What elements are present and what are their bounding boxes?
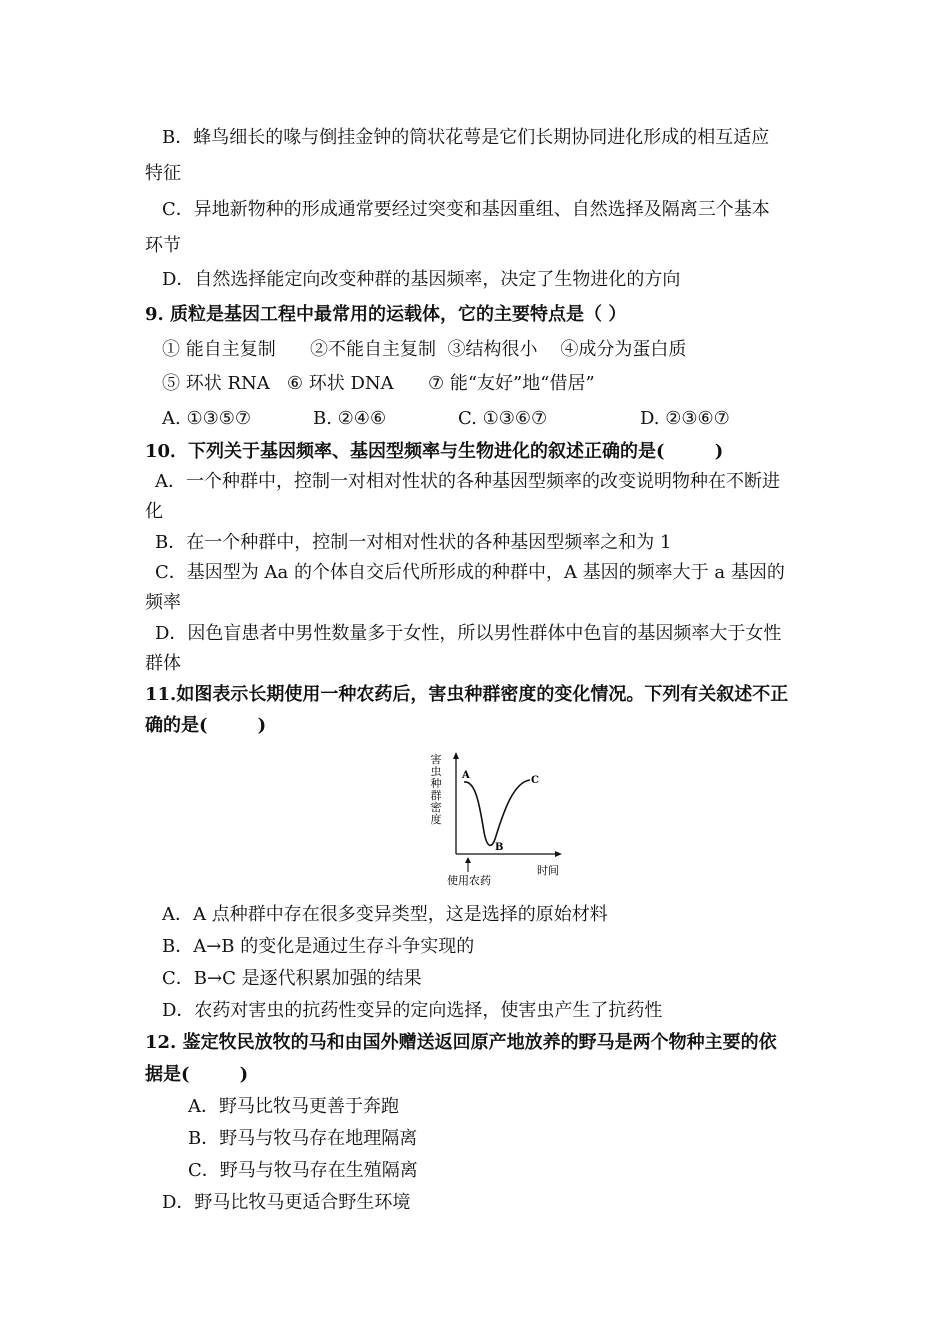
- q10-stem: 10．下列关于基因频率、基因型频率与生物进化的叙述正确的是( ): [145, 441, 724, 462]
- y-label-char-2: 虫: [430, 765, 442, 778]
- q9-items-row1: ① 能自主复制 ②不能自主复制 ③结构很小 ④成分为蛋白质: [162, 339, 687, 360]
- y-label-char-4: 群: [430, 789, 442, 802]
- q10-option-a-line1: A．一个种群中，控制一对相对性状的各种基因型频率的改变说明物种在不断进: [155, 471, 780, 492]
- q10-option-c-line1: C．基因型为 Aa 的个体自交后代所形成的种群中，A 基因的频率大于 a 基因的: [155, 562, 785, 583]
- q10-option-d-line2: 群体: [145, 653, 181, 674]
- q12-option-b: B．野马与牧马存在地理隔离: [188, 1128, 418, 1149]
- q9-option-a: A. ①③⑤⑦: [162, 408, 251, 429]
- q10-option-c-line2: 频率: [145, 592, 181, 613]
- x-axis-label: 时间: [537, 864, 559, 877]
- q9-option-d: D. ②③⑥⑦: [640, 408, 730, 429]
- q11-option-d: D．农药对害虫的抗药性变异的定向选择，使害虫产生了抗药性: [162, 1000, 663, 1021]
- q9-option-b: B. ②④⑥: [313, 408, 387, 429]
- q11-stem-line1: 11.如图表示长期使用一种农药后，害虫种群密度的变化情况。下列有关叙述不正: [145, 684, 789, 705]
- pesticide-marker-arrow-head: [465, 857, 471, 863]
- y-axis-arrow: [453, 752, 459, 759]
- q10-option-d-line1: D．因色盲患者中男性数量多于女性，所以男性群体中色盲的基因频率大于女性: [155, 623, 782, 644]
- q11-stem-line2: 确的是( ): [145, 715, 267, 736]
- q11-option-b: B．A→B 的变化是通过生存斗争实现的: [162, 936, 475, 957]
- pest-density-graph: [412, 750, 572, 890]
- q12-stem-line2: 据是( ): [145, 1064, 249, 1085]
- q10-option-b: B．在一个种群中，控制一对相对性状的各种基因型频率之和为 1: [155, 532, 672, 553]
- q8-option-b-line2: 特征: [145, 163, 181, 184]
- point-c-label: C: [531, 775, 539, 786]
- q12-option-d: D．野马比牧马更适合野生环境: [162, 1192, 411, 1213]
- q11-option-a: A．A 点种群中存在很多变异类型，这是选择的原始材料: [162, 904, 608, 925]
- y-label-char-5: 密: [430, 801, 442, 814]
- q9-stem: 9. 质粒是基因工程中最常用的运载体，它的主要特点是（ ）: [145, 304, 627, 325]
- q8-option-c-line2: 环节: [145, 235, 181, 256]
- q11-option-c: C．B→C 是逐代积累加强的结果: [162, 968, 422, 989]
- point-a-label: A: [462, 770, 470, 781]
- point-b-label: B: [495, 842, 504, 853]
- y-label-char-6: 度: [430, 813, 442, 826]
- q8-option-d: D．自然选择能定向改变种群的基因频率，决定了生物进化的方向: [162, 269, 681, 290]
- density-curve: [464, 780, 530, 845]
- q12-option-c: C．野马与牧马存在生殖隔离: [188, 1160, 418, 1181]
- pesticide-marker-label: 使用农药: [447, 874, 491, 887]
- q8-option-c-line1: C．异地新物种的形成通常要经过突变和基因重组、自然选择及隔离三个基本: [162, 199, 770, 220]
- q8-option-b-line1: B．蜂鸟细长的喙与倒挂金钟的筒状花萼是它们长期协同进化形成的相互适应: [162, 127, 770, 148]
- q12-option-a: A．野马比牧马更善于奔跑: [188, 1096, 399, 1117]
- q9-items-row2: ⑤ 环状 RNA ⑥ 环状 DNA ⑦ 能“友好”地“借居”: [162, 373, 595, 394]
- y-label-char-3: 种: [430, 777, 442, 790]
- x-axis-arrow: [555, 851, 562, 857]
- q9-option-c: C. ①③⑥⑦: [458, 408, 548, 429]
- y-label-char-1: 害: [430, 753, 442, 766]
- q12-stem-line1: 12. 鉴定牧民放牧的马和由国外赠送返回原产地放养的野马是两个物种主要的依: [145, 1032, 777, 1053]
- q10-option-a-line2: 化: [145, 501, 163, 522]
